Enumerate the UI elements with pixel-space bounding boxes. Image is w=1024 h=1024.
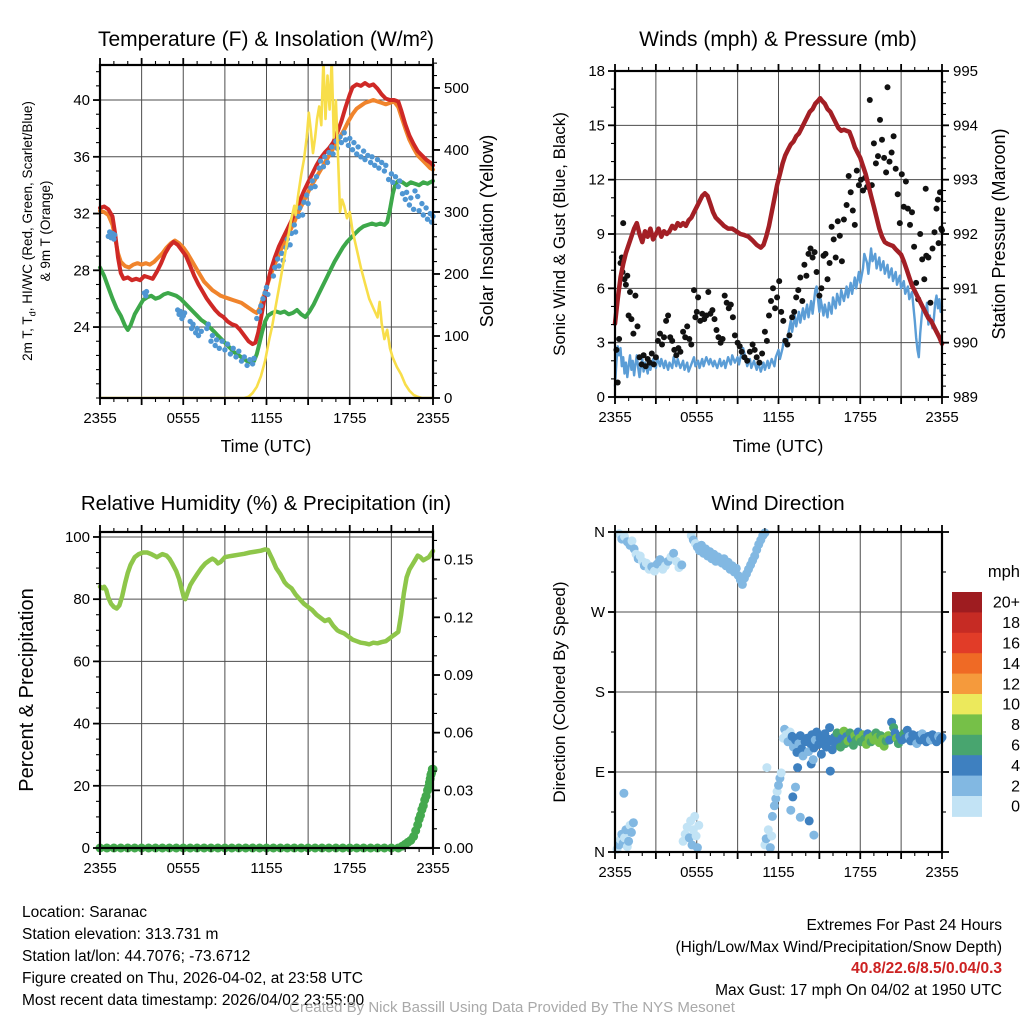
svg-text:6: 6 [596,280,605,298]
svg-text:0: 0 [596,389,605,406]
svg-text:300: 300 [444,203,470,221]
wind-gust-axis-label: Sonic Wind & Gust (Blue, Black) [550,112,569,356]
svg-text:32: 32 [73,205,90,223]
svg-text:994: 994 [953,117,979,135]
temp-chart-title: Temperature (F) & Insolation (W/m²) [97,28,435,51]
svg-text:3: 3 [596,334,605,352]
svg-text:2355: 2355 [925,409,959,426]
svg-text:24: 24 [73,319,90,337]
svg-text:S: S [594,684,605,701]
svg-text:0.09: 0.09 [444,667,474,685]
svg-text:0: 0 [444,390,453,407]
extremes-subtitle: (High/Low/Max Wind/Precipitation/Snow Depth) [675,938,1002,956]
svg-text:N: N [594,524,605,541]
svg-text:2355: 2355 [83,410,117,427]
svg-text:0555: 0555 [166,860,200,877]
humidity-chart-title: Relative Humidity (%) & Precipitation (in) [80,492,452,515]
winds-time-axis-label: Time (UTC) [732,436,824,456]
svg-text:0555: 0555 [680,864,714,881]
colorbar-title: mph [987,563,1020,581]
svg-text:0: 0 [1011,798,1020,816]
svg-text:12: 12 [588,171,605,189]
data-timestamp: Most recent data timestamp: 2026/04/02 23:55:00 [22,992,365,1009]
svg-text:1155: 1155 [250,860,283,877]
figure-created: Figure created on Thu, 2026-04-02, at 23:58 UTC [22,970,363,987]
extremes-block [676,915,1003,1001]
svg-text:2355: 2355 [83,860,117,877]
svg-text:992: 992 [953,226,979,243]
svg-text:36: 36 [73,148,90,166]
insolation-axis-label: Solar Insolation (Yellow) [477,134,497,328]
svg-text:1755: 1755 [843,409,877,426]
svg-text:1155: 1155 [762,409,795,426]
svg-text:4: 4 [1011,757,1020,775]
svg-text:100: 100 [444,327,470,345]
station-location: Location: Saranac [22,904,147,921]
svg-text:0555: 0555 [680,409,714,426]
svg-text:1755: 1755 [333,860,367,877]
svg-text:E: E [594,764,605,781]
svg-text:12: 12 [1002,676,1020,694]
svg-text:0.00: 0.00 [444,840,474,857]
station-latlon: Station lat/lon: 44.7076; -73.6712 [22,948,251,965]
svg-text:28: 28 [73,262,90,280]
svg-text:20: 20 [73,777,90,795]
svg-text:15: 15 [588,117,605,135]
svg-text:1755: 1755 [843,864,877,881]
svg-text:2: 2 [1011,778,1020,796]
svg-text:0.06: 0.06 [444,724,474,742]
extremes-title: Extremes For Past 24 Hours [806,917,1002,934]
svg-text:W: W [590,604,605,621]
svg-text:14: 14 [1002,655,1020,673]
direction-axis-label: Direction (Colored By Speed) [550,581,569,803]
svg-text:20+: 20+ [992,594,1020,612]
svg-text:990: 990 [953,334,979,352]
svg-text:993: 993 [953,171,979,189]
wind-direction-chart-title: Wind Direction [711,492,845,515]
temp-time-axis-label: Time (UTC) [220,436,312,456]
svg-text:0.03: 0.03 [444,782,474,800]
svg-text:0: 0 [81,840,90,857]
svg-text:991: 991 [953,280,979,298]
svg-text:40: 40 [73,715,90,733]
svg-text:0555: 0555 [166,410,200,427]
svg-text:0.15: 0.15 [444,551,474,569]
svg-text:100: 100 [64,528,90,546]
svg-text:18: 18 [588,63,605,80]
svg-text:500: 500 [444,79,470,97]
credit-line: Created By Nick Bassill Using Data Provided By The NYS Mesonet [289,999,735,1016]
svg-text:6: 6 [1011,737,1020,755]
svg-text:16: 16 [1002,635,1020,653]
svg-text:1155: 1155 [762,864,795,881]
station-info-block [22,902,364,1012]
svg-text:60: 60 [73,653,90,671]
svg-text:1755: 1755 [333,410,367,427]
svg-text:2355: 2355 [416,860,450,877]
svg-text:2355: 2355 [598,409,632,426]
svg-text:8: 8 [1011,717,1020,735]
pressure-axis-label: Station Pressure (Maroon) [989,128,1009,340]
extremes-values: 40.8/22.6/8.5/0.04/0.3 [851,960,1002,977]
winds-chart-title: Winds (mph) & Pressure (mb) [639,28,917,51]
svg-text:2355: 2355 [416,410,450,427]
station-elevation: Station elevation: 313.731 m [22,926,219,943]
max-gust: Max Gust: 17 mph On 04/02 at 1950 UTC [715,981,1002,999]
svg-text:0.12: 0.12 [444,609,474,627]
svg-text:10: 10 [1002,696,1020,714]
svg-text:200: 200 [444,265,470,283]
svg-text:2355: 2355 [598,864,632,881]
svg-text:40: 40 [73,92,90,110]
svg-text:N: N [594,844,605,861]
svg-text:1155: 1155 [250,410,283,427]
svg-text:2355: 2355 [925,864,959,881]
temp-y-axis-label: 2m T, $T_d$, HI/WC (Red, Green, Scarlet/Blue) & 9m T (Orange) [20,101,54,361]
svg-text:80: 80 [73,591,90,609]
svg-text:400: 400 [444,141,470,159]
percent-precip-axis-label: Percent & Precipitation [16,588,38,792]
svg-text:9: 9 [596,226,605,243]
svg-text:18: 18 [1002,615,1020,633]
svg-text:989: 989 [953,389,979,406]
svg-text:995: 995 [953,63,979,80]
